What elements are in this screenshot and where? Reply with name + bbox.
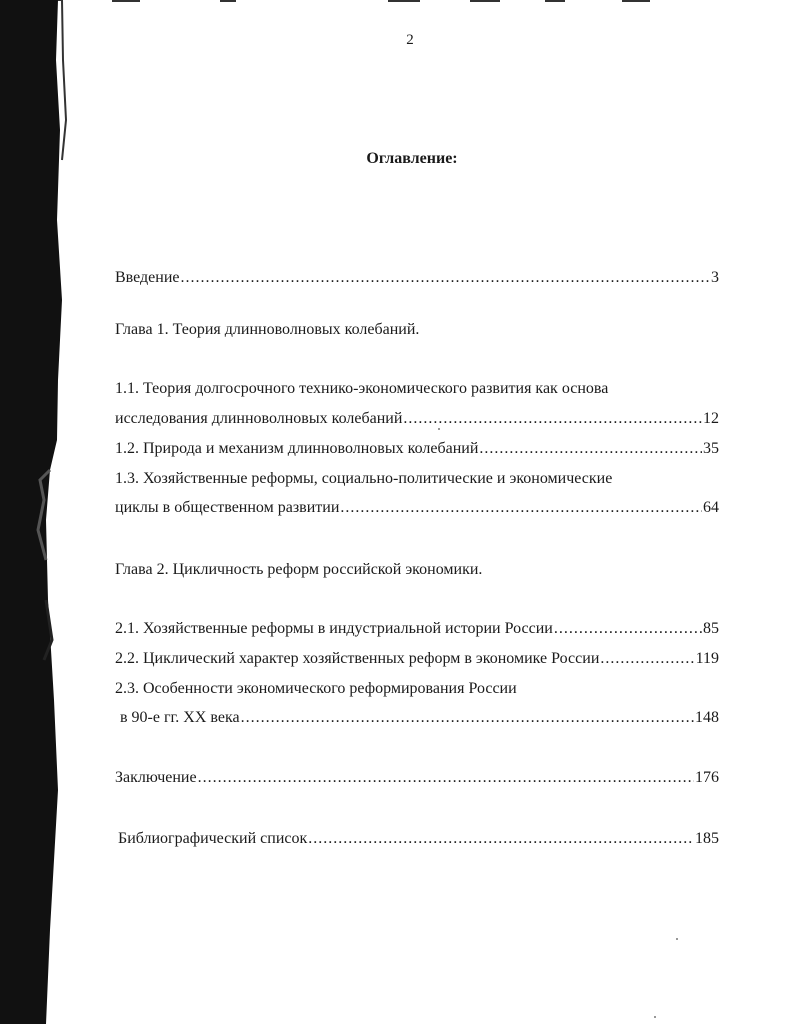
page-number: 2	[406, 32, 414, 48]
leader-dots	[241, 708, 694, 728]
toc-entry-text: Введение	[115, 269, 180, 286]
toc-entry-2-3[interactable]	[120, 708, 719, 728]
toc-entry-page: 35	[703, 440, 719, 457]
scan-speck	[654, 1016, 656, 1018]
leader-dots	[308, 829, 694, 849]
toc-entry-introduction[interactable]	[115, 268, 719, 288]
leader-dots	[181, 268, 711, 288]
toc-entry-text: Библиографический список	[118, 830, 308, 847]
toc-entry-page: 12	[703, 410, 719, 427]
scan-speck	[676, 938, 678, 940]
toc-entry-text: 2.2. Циклический характер хозяйственных реформ в экономике России	[115, 650, 600, 667]
toc-entry-1-1[interactable]	[115, 409, 719, 429]
toc-entry-conclusion[interactable]	[115, 768, 719, 788]
toc-entry-2-2[interactable]	[115, 649, 719, 669]
leader-dots	[554, 619, 702, 639]
toc-entry-1-2[interactable]	[115, 439, 719, 459]
toc-entry-page: 119	[695, 650, 719, 667]
toc-entry-1-1-line-1[interactable]: 1.1. Теория долгосрочного технико-экономического развития как основа	[115, 380, 609, 397]
toc-entry-2-3-line-1[interactable]: 2.3. Особенности экономического реформирования России	[115, 680, 517, 697]
toc-entry-1-3[interactable]	[115, 498, 719, 518]
leader-dots	[198, 768, 694, 788]
toc-entry-bibliography[interactable]	[118, 829, 719, 849]
toc-entry-page: 185	[695, 830, 719, 847]
toc-chapter-2[interactable]: Глава 2. Цикличность реформ российской экономики.	[115, 561, 483, 578]
toc-title: Оглавление:	[366, 150, 458, 167]
leader-dots	[403, 409, 702, 429]
toc-entry-text: циклы в общественном развитии	[115, 499, 340, 516]
leader-dots	[479, 439, 702, 459]
toc-entry-text: исследования длинноволновых колебаний	[115, 410, 403, 427]
toc-entry-page: 64	[703, 499, 719, 516]
leader-dots	[340, 498, 702, 518]
toc-chapter-1[interactable]: Глава 1. Теория длинноволновых колебаний.	[115, 321, 420, 338]
toc-entry-page: 3	[711, 269, 719, 286]
leader-dots	[600, 649, 694, 669]
toc-entry-text: 1.2. Природа и механизм длинноволновых колебаний	[115, 440, 479, 457]
toc-entry-2-1[interactable]	[115, 619, 719, 639]
toc-entry-text: в 90-е гг. XX века	[120, 709, 240, 726]
toc-entry-text: Заключение	[115, 769, 197, 786]
toc-entry-page: 176	[695, 769, 719, 786]
scan-top-marks	[0, 0, 792, 6]
toc-entry-1-3-line-1[interactable]: 1.3. Хозяйственные реформы, социально-политические и экономические	[115, 470, 613, 487]
toc-entry-page: 148	[695, 709, 719, 726]
toc-entry-page: 85	[703, 620, 719, 637]
toc-entry-text: 2.1. Хозяйственные реформы в индустриальной истории России	[115, 620, 553, 637]
